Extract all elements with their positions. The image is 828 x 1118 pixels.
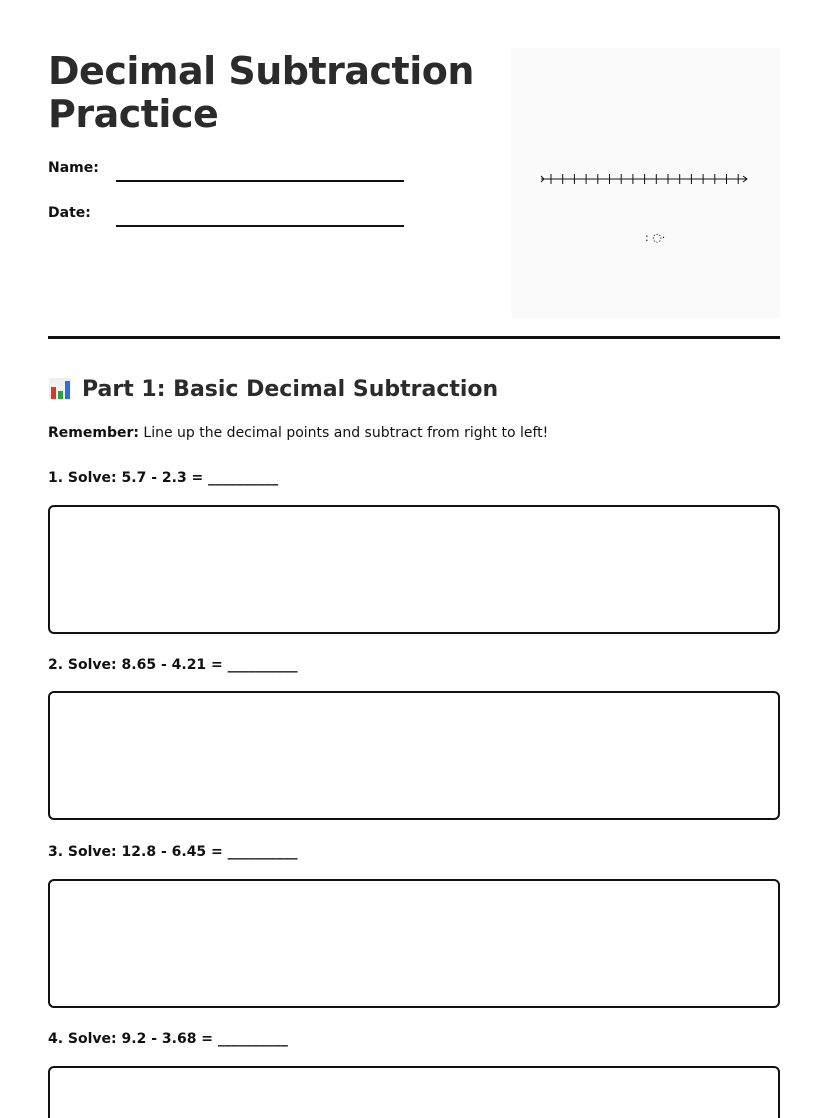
header-divider <box>48 336 780 339</box>
number-line-illustration <box>511 48 780 318</box>
answer-box-2[interactable] <box>48 691 780 820</box>
number-line-icon <box>541 174 747 184</box>
answer-box-3[interactable] <box>48 879 780 1008</box>
remember-note <box>48 425 548 441</box>
date-field[interactable] <box>48 205 408 229</box>
answer-box-4[interactable] <box>48 1066 780 1118</box>
name-label: Name: <box>48 160 99 176</box>
section-heading <box>48 374 498 404</box>
bar-chart-icon <box>48 377 72 401</box>
remember-label: Remember: <box>48 425 139 441</box>
question-1: 1. Solve: 5.7 - 2.3 = __________ <box>48 470 279 486</box>
name-field[interactable] <box>48 160 408 184</box>
number-line-svg <box>511 48 780 318</box>
title-line-2: Practice <box>48 92 219 136</box>
date-label: Date: <box>48 205 91 221</box>
name-line[interactable] <box>116 180 404 182</box>
question-2: 2. Solve: 8.65 - 4.21 = __________ <box>48 657 298 673</box>
answer-box-1[interactable] <box>48 505 780 634</box>
page-title <box>48 50 488 136</box>
section-title: Part 1: Basic Decimal Subtraction <box>82 376 499 402</box>
remember-text: Line up the decimal points and subtract from right to left! <box>138 425 549 441</box>
question-4: 4. Solve: 9.2 - 3.68 = __________ <box>48 1031 288 1047</box>
date-line[interactable] <box>116 225 404 227</box>
illustration-caption: : ◌· <box>645 231 666 244</box>
title-line-1: Decimal Subtraction <box>48 49 474 93</box>
question-3: 3. Solve: 12.8 - 6.45 = __________ <box>48 844 298 860</box>
